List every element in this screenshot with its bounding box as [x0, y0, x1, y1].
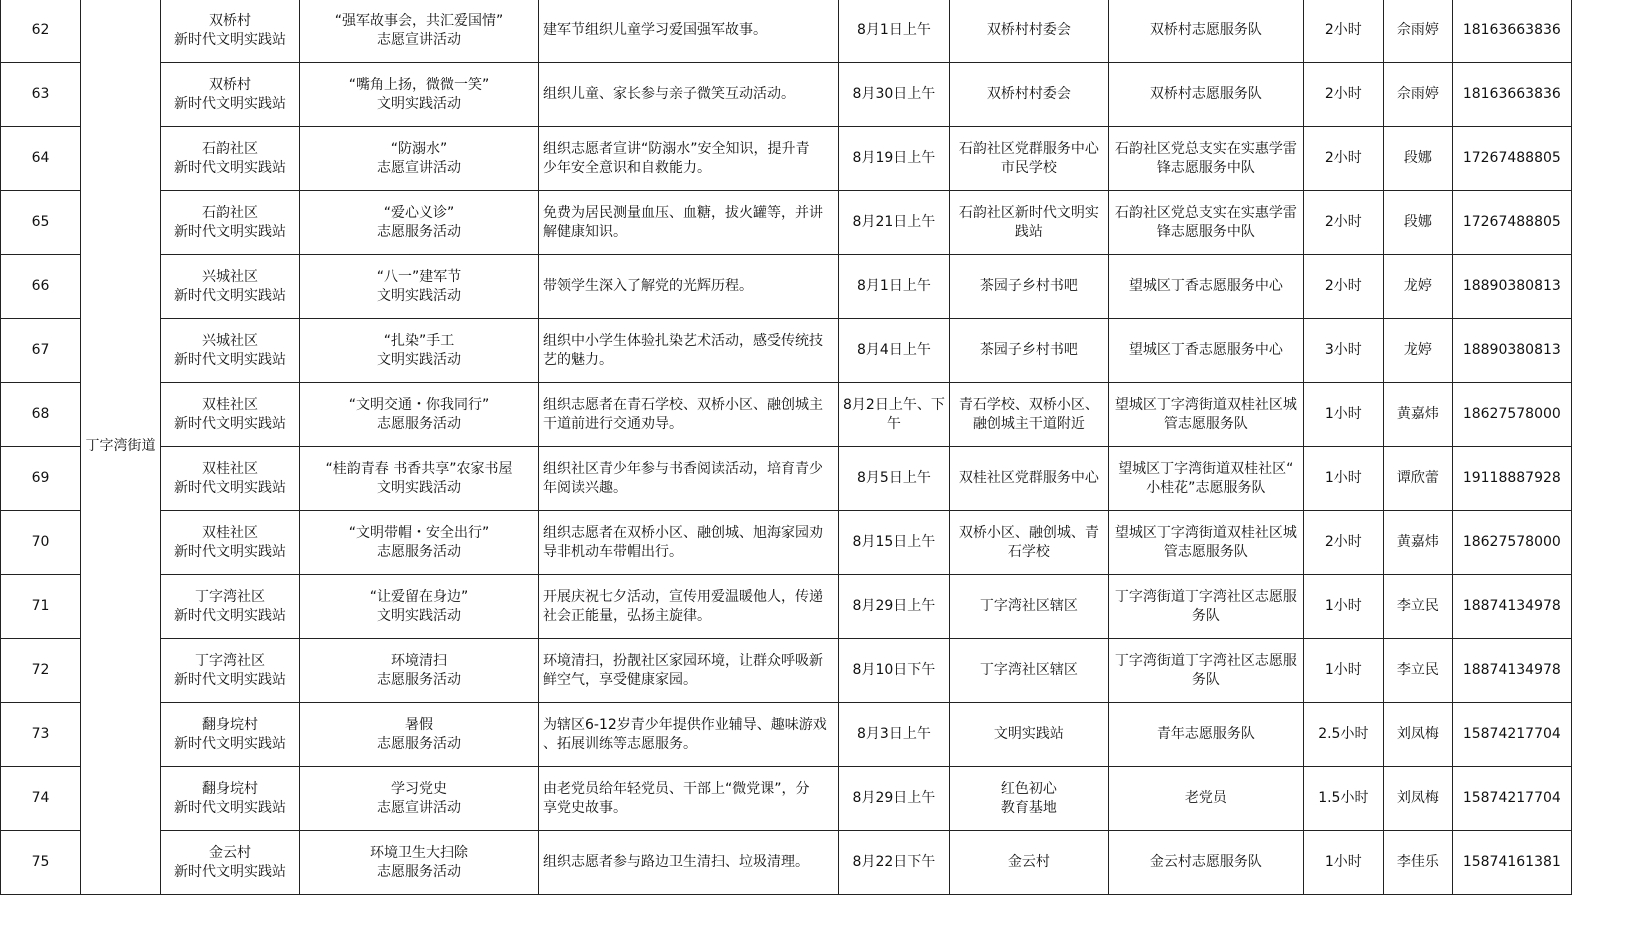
activity-place-line: 红色初心	[1000, 780, 1057, 797]
practice-station-cell	[161, 639, 300, 703]
activity-place-cell	[949, 831, 1108, 895]
duration-cell: 1小时	[1303, 575, 1383, 639]
activity-name-line: 文明实践活动	[377, 479, 461, 496]
contact-person-cell: 李立民	[1383, 575, 1452, 639]
row-number-cell: 66	[1, 255, 81, 319]
practice-station-line: 新时代文明实践站	[174, 159, 286, 176]
table-row	[1, 127, 1572, 191]
practice-station-line: 新时代文明实践站	[174, 671, 286, 688]
practice-station-line: 翻身垸村	[202, 716, 258, 733]
phone-number-cell: 17267488805	[1452, 127, 1571, 191]
volunteer-team-line: 望城区丁字湾街道双桂社区城	[1114, 524, 1297, 541]
activity-place-line: 丁字湾社区辖区	[979, 662, 1078, 678]
row-number-cell: 74	[1, 767, 81, 831]
activity-time-line: 8月10日下午	[852, 662, 936, 678]
activity-place-cell	[949, 383, 1108, 447]
phone-number-cell: 18163663836	[1452, 0, 1571, 63]
activity-content-cell	[539, 447, 839, 511]
practice-station-line: 双桥村	[209, 76, 251, 93]
activity-place-line: 石学校	[1007, 543, 1050, 560]
practice-station-line: 新时代文明实践站	[174, 223, 286, 240]
activity-name-line: “文明带帽・安全出行”	[348, 524, 490, 541]
duration-cell: 2小时	[1303, 511, 1383, 575]
practice-station-cell	[161, 0, 300, 63]
duration-cell: 2小时	[1303, 255, 1383, 319]
activity-time-line: 8月29日上午	[852, 790, 936, 806]
activity-content-line: 由老党员给年轻党员、干部上“微党课”，分	[543, 780, 810, 797]
contact-person-cell: 佘雨婷	[1383, 63, 1452, 127]
activity-place-cell	[949, 191, 1108, 255]
phone-number-cell: 15874217704	[1452, 703, 1571, 767]
practice-station-cell	[161, 831, 300, 895]
activity-time-line: 8月15日上午	[852, 534, 936, 550]
activity-name-cell	[300, 831, 539, 895]
activity-content-line: 环境清扫，扮靓社区家园环境，让群众呼吸新	[543, 652, 823, 669]
phone-number-cell: 18627578000	[1452, 383, 1571, 447]
activity-content-line: 免费为居民测量血压、血糖，拔火罐等，并讲	[543, 204, 823, 221]
activity-name-cell	[300, 447, 539, 511]
activity-time-line: 8月22日下午	[852, 854, 936, 870]
activity-time-cell	[839, 767, 950, 831]
volunteer-team-line: 管志愿服务队	[1163, 543, 1248, 560]
activity-time-cell	[839, 511, 950, 575]
activity-place-cell	[949, 127, 1108, 191]
street-cell: 丁字湾街道	[81, 0, 161, 895]
activity-time-line: 8月30日上午	[852, 86, 936, 102]
contact-person-cell: 谭欣蕾	[1383, 447, 1452, 511]
activity-name-line: 学习党史	[391, 780, 447, 797]
activity-time-cell	[839, 255, 950, 319]
volunteer-team-cell	[1108, 511, 1303, 575]
practice-station-line: 新时代文明实践站	[174, 31, 286, 48]
row-number-cell: 70	[1, 511, 81, 575]
activity-content-line: 组织志愿者宣讲“防溺水”安全知识，提升青	[543, 140, 810, 157]
practice-station-cell	[161, 703, 300, 767]
volunteer-team-line: 锋志愿服务中队	[1156, 223, 1255, 240]
activity-content-line: 带领学生深入了解党的光辉历程。	[543, 278, 753, 294]
table-row	[1, 447, 1572, 511]
row-number-cell: 71	[1, 575, 81, 639]
practice-station-cell	[161, 255, 300, 319]
volunteer-team-line: 管志愿服务队	[1163, 415, 1248, 432]
table-row	[1, 511, 1572, 575]
activity-place-cell	[949, 511, 1108, 575]
activity-time-line: 8月1日上午	[857, 278, 931, 294]
practice-station-cell	[161, 319, 300, 383]
practice-station-cell	[161, 63, 300, 127]
row-number-cell: 62	[1, 0, 81, 63]
activity-name-cell	[300, 63, 539, 127]
volunteer-team-line: 石韵社区党总支实在实惠学雷	[1114, 140, 1297, 157]
volunteer-team-line: 望城区丁字湾街道双桂社区“	[1118, 460, 1294, 477]
activity-place-line: 青石学校、双桥小区、	[958, 396, 1099, 413]
activity-time-cell	[839, 127, 950, 191]
practice-station-cell	[161, 511, 300, 575]
activity-name-line: 文明实践活动	[377, 607, 461, 624]
activity-name-line: “爱心义诊”	[383, 204, 455, 221]
contact-person-cell: 黄嘉炜	[1383, 511, 1452, 575]
activity-time-cell	[839, 191, 950, 255]
activity-content-line: 艺的魅力。	[543, 351, 613, 368]
activity-content-line: 少年安全意识和自救能力。	[543, 159, 711, 176]
practice-station-line: 双桥村	[209, 12, 251, 29]
activity-content-line: 建军节组织儿童学习爱国强军故事。	[543, 22, 767, 38]
activity-content-cell	[539, 127, 839, 191]
activity-name-line: 暑假	[405, 716, 433, 733]
phone-number-cell: 18890380813	[1452, 255, 1571, 319]
table-row	[1, 191, 1572, 255]
activity-time-line: 8月19日上午	[852, 150, 936, 166]
activity-content-line: 组织儿童、家长参与亲子微笑互动活动。	[543, 86, 795, 102]
activity-name-line: 志愿服务活动	[377, 223, 461, 240]
activity-content-line: 鲜空气，享受健康家园。	[543, 671, 697, 688]
activity-content-line: 干道前进行交通劝导。	[543, 415, 683, 432]
activity-content-cell	[539, 703, 839, 767]
activity-time-cell	[839, 0, 950, 63]
activity-name-line: “文明交通・你我同行”	[348, 396, 490, 413]
volunteer-team-line: 双桥村志愿服务队	[1149, 22, 1262, 38]
activity-name-line: 志愿宣讲活动	[377, 31, 461, 48]
volunteer-team-line: 青年志愿服务队	[1156, 726, 1255, 742]
activity-content-cell	[539, 639, 839, 703]
practice-station-line: 丁字湾社区	[195, 588, 265, 605]
activity-place-line: 践站	[1014, 223, 1043, 240]
table-row	[1, 639, 1572, 703]
practice-station-line: 新时代文明实践站	[174, 351, 286, 368]
activity-content-cell	[539, 255, 839, 319]
activity-name-line: 志愿服务活动	[377, 735, 461, 752]
activity-content-cell	[539, 319, 839, 383]
practice-station-line: 兴城社区	[202, 332, 258, 349]
practice-station-line: 石韵社区	[202, 204, 258, 221]
contact-person-cell: 龙婷	[1383, 255, 1452, 319]
row-number-cell: 75	[1, 831, 81, 895]
activity-place-line: 双桥村村委会	[986, 22, 1071, 38]
activity-name-line: “强军故事会，共汇爱国情”	[334, 12, 504, 29]
contact-person-cell: 黄嘉炜	[1383, 383, 1452, 447]
activity-time-line: 8月3日上午	[857, 726, 931, 742]
activity-name-line: 志愿服务活动	[377, 671, 461, 688]
volunteer-team-cell	[1108, 767, 1303, 831]
activity-place-line: 茶园子乡村书吧	[979, 342, 1078, 358]
activity-place-line: 石韵社区党群服务中心	[958, 140, 1099, 157]
practice-station-line: 双桂社区	[202, 396, 258, 413]
activity-content-line: 享党史故事。	[543, 799, 627, 816]
row-number-cell: 72	[1, 639, 81, 703]
duration-cell: 1小时	[1303, 447, 1383, 511]
phone-number-cell: 15874217704	[1452, 767, 1571, 831]
activity-content-cell	[539, 0, 839, 63]
practice-station-line: 新时代文明实践站	[174, 543, 286, 560]
activity-place-line: 石韵社区新时代文明实	[958, 204, 1099, 221]
activity-name-line: 环境卫生大扫除	[370, 844, 468, 861]
activity-name-line: 志愿宣讲活动	[377, 159, 461, 176]
practice-station-line: 新时代文明实践站	[174, 863, 286, 880]
activity-name-line: “八一”建军节	[376, 268, 462, 285]
activity-time-line: 8月2日上午、下	[843, 396, 945, 413]
activity-name-line: “让爱留在身边”	[369, 588, 469, 605]
table-row	[1, 255, 1572, 319]
activity-time-line: 8月1日上午	[857, 22, 931, 38]
activity-name-line: “防溺水”	[390, 140, 448, 157]
activity-time-cell	[839, 319, 950, 383]
duration-cell: 2小时	[1303, 191, 1383, 255]
table-row	[1, 575, 1572, 639]
activity-place-line: 丁字湾社区辖区	[979, 598, 1078, 614]
practice-station-line: 兴城社区	[202, 268, 258, 285]
activity-name-cell	[300, 767, 539, 831]
volunteer-team-cell	[1108, 831, 1303, 895]
practice-station-line: 金云村	[209, 844, 251, 861]
volunteer-team-line: 双桥村志愿服务队	[1149, 86, 1262, 102]
activity-content-cell	[539, 575, 839, 639]
activity-content-line: 、拓展训练等志愿服务。	[543, 735, 697, 752]
practice-station-cell	[161, 767, 300, 831]
practice-station-line: 丁字湾社区	[195, 652, 265, 669]
volunteer-team-line: 望城区丁香志愿服务中心	[1128, 342, 1283, 358]
activity-name-cell	[300, 191, 539, 255]
volunteer-team-cell	[1108, 127, 1303, 191]
activity-name-cell	[300, 703, 539, 767]
activity-name-cell	[300, 575, 539, 639]
activity-name-line: “嘴角上扬，微微一笑”	[348, 76, 490, 93]
activity-place-line: 融创城主干道附近	[972, 415, 1085, 432]
table-row	[1, 831, 1572, 895]
activity-content-cell	[539, 767, 839, 831]
practice-station-line: 新时代文明实践站	[174, 95, 286, 112]
activity-time-cell	[839, 831, 950, 895]
activity-content-line: 组织中小学生体验扎染艺术活动，感受传统技	[543, 332, 823, 349]
volunteer-team-line: 老党员	[1184, 790, 1227, 806]
activity-place-cell	[949, 0, 1108, 63]
activity-place-cell	[949, 767, 1108, 831]
row-number-cell: 67	[1, 319, 81, 383]
contact-person-cell: 段娜	[1383, 127, 1452, 191]
row-number-cell: 68	[1, 383, 81, 447]
volunteer-team-cell	[1108, 319, 1303, 383]
activity-name-line: “桂韵青春 书香共享”农家书屋	[325, 460, 513, 477]
practice-station-line: 新时代文明实践站	[174, 415, 286, 432]
volunteer-team-line: 务队	[1191, 607, 1220, 624]
duration-cell: 2小时	[1303, 127, 1383, 191]
row-number-cell: 73	[1, 703, 81, 767]
table-row	[1, 63, 1572, 127]
contact-person-cell: 佘雨婷	[1383, 0, 1452, 63]
phone-number-cell: 15874161381	[1452, 831, 1571, 895]
activity-content-line: 组织社区青少年参与书香阅读活动，培育青少	[543, 460, 823, 477]
volunteer-team-cell	[1108, 0, 1303, 63]
duration-cell: 1小时	[1303, 639, 1383, 703]
practice-station-line: 新时代文明实践站	[174, 479, 286, 496]
activity-name-cell	[300, 319, 539, 383]
activity-content-line: 开展庆祝七夕活动，宣传用爱温暖他人，传递	[543, 588, 823, 605]
phone-number-cell: 18890380813	[1452, 319, 1571, 383]
table-row	[1, 767, 1572, 831]
row-number-cell: 69	[1, 447, 81, 511]
activity-name-line: “扎染”手工	[383, 332, 455, 349]
volunteer-team-cell	[1108, 191, 1303, 255]
volunteer-team-cell	[1108, 703, 1303, 767]
contact-person-cell: 刘凤梅	[1383, 703, 1452, 767]
activity-time-cell	[839, 447, 950, 511]
practice-station-line: 新时代文明实践站	[174, 799, 286, 816]
practice-station-line: 新时代文明实践站	[174, 735, 286, 752]
row-number-cell: 64	[1, 127, 81, 191]
activity-place-cell	[949, 703, 1108, 767]
activity-content-line: 为辖区6-12岁青少年提供作业辅导、趣味游戏	[543, 716, 827, 733]
table-row	[1, 0, 1572, 63]
activity-name-cell	[300, 0, 539, 63]
activity-place-line: 市民学校	[1000, 159, 1057, 176]
activity-time-cell	[839, 383, 950, 447]
activity-time-cell	[839, 63, 950, 127]
phone-number-cell: 17267488805	[1452, 191, 1571, 255]
phone-number-cell: 18874134978	[1452, 575, 1571, 639]
practice-station-line: 石韵社区	[202, 140, 258, 157]
activity-name-line: 志愿宣讲活动	[377, 799, 461, 816]
activity-place-line: 双桥小区、融创城、青	[958, 524, 1099, 541]
activity-content-line: 导非机动车带帽出行。	[543, 543, 683, 560]
activity-content-line: 组织志愿者参与路边卫生清扫、垃圾清理。	[543, 854, 809, 870]
activity-content-line: 解健康知识。	[543, 223, 627, 240]
volunteer-team-line: 务队	[1191, 671, 1220, 688]
practice-station-line: 新时代文明实践站	[174, 287, 286, 304]
activity-name-line: 文明实践活动	[377, 95, 461, 112]
activity-name-line: 志愿服务活动	[377, 863, 461, 880]
activity-place-cell	[949, 255, 1108, 319]
activity-place-cell	[949, 447, 1108, 511]
phone-number-cell: 19118887928	[1452, 447, 1571, 511]
duration-cell: 1小时	[1303, 383, 1383, 447]
activity-content-cell	[539, 511, 839, 575]
phone-number-cell: 18163663836	[1452, 63, 1571, 127]
duration-cell: 2.5小时	[1303, 703, 1383, 767]
activity-name-line: 志愿服务活动	[377, 415, 461, 432]
volunteer-team-line: 金云村志愿服务队	[1149, 854, 1262, 870]
activity-content-line: 年阅读兴趣。	[543, 479, 627, 496]
volunteer-team-line: 望城区丁香志愿服务中心	[1128, 278, 1283, 294]
contact-person-cell: 李佳乐	[1383, 831, 1452, 895]
contact-person-cell: 李立民	[1383, 639, 1452, 703]
activity-name-cell	[300, 639, 539, 703]
duration-cell: 1小时	[1303, 831, 1383, 895]
activity-place-line: 双桂社区党群服务中心	[958, 470, 1099, 486]
practice-station-line: 双桂社区	[202, 524, 258, 541]
volunteer-team-line: 丁字湾街道丁字湾社区志愿服	[1114, 652, 1297, 669]
table-row	[1, 319, 1572, 383]
activity-time-line: 午	[886, 415, 901, 432]
activity-content-line: 组织志愿者在双桥小区、融创城、旭海家园劝	[543, 524, 823, 541]
volunteer-team-cell	[1108, 447, 1303, 511]
volunteer-team-line: 锋志愿服务中队	[1156, 159, 1255, 176]
activity-time-cell	[839, 703, 950, 767]
practice-station-line: 新时代文明实践站	[174, 607, 286, 624]
phone-number-cell: 18627578000	[1452, 511, 1571, 575]
duration-cell: 2小时	[1303, 63, 1383, 127]
phone-number-cell: 18874134978	[1452, 639, 1571, 703]
volunteer-team-line: 小桂花”志愿服务队	[1146, 479, 1266, 496]
activity-time-cell	[839, 575, 950, 639]
duration-cell: 2小时	[1303, 0, 1383, 63]
table-row	[1, 383, 1572, 447]
activity-place-cell	[949, 575, 1108, 639]
volunteer-team-cell	[1108, 575, 1303, 639]
duration-cell: 3小时	[1303, 319, 1383, 383]
activity-time-cell	[839, 639, 950, 703]
activity-name-line: 环境清扫	[391, 652, 447, 669]
activity-place-line: 教育基地	[1000, 799, 1057, 816]
activity-content-cell	[539, 191, 839, 255]
activity-content-line: 组织志愿者在青石学校、双桥小区、融创城主	[543, 396, 823, 413]
activity-name-cell	[300, 511, 539, 575]
practice-station-line: 双桂社区	[202, 460, 258, 477]
activity-place-line: 双桥村村委会	[986, 86, 1071, 102]
volunteer-team-line: 石韵社区党总支实在实惠学雷	[1114, 204, 1297, 221]
duration-cell: 1.5小时	[1303, 767, 1383, 831]
activity-name-line: 文明实践活动	[377, 351, 461, 368]
contact-person-cell: 龙婷	[1383, 319, 1452, 383]
activity-place-cell	[949, 319, 1108, 383]
volunteer-team-cell	[1108, 639, 1303, 703]
activity-name-cell	[300, 255, 539, 319]
table-row	[1, 703, 1572, 767]
volunteer-team-cell	[1108, 63, 1303, 127]
row-number-cell: 63	[1, 63, 81, 127]
activity-name-cell	[300, 383, 539, 447]
activity-name-cell	[300, 127, 539, 191]
volunteer-team-cell	[1108, 383, 1303, 447]
row-number-cell: 65	[1, 191, 81, 255]
practice-station-cell	[161, 575, 300, 639]
activity-time-line: 8月21日上午	[852, 214, 936, 230]
practice-station-cell	[161, 127, 300, 191]
activity-time-line: 8月5日上午	[857, 470, 931, 486]
activity-place-cell	[949, 639, 1108, 703]
contact-person-cell: 刘凤梅	[1383, 767, 1452, 831]
practice-station-cell	[161, 383, 300, 447]
volunteer-team-cell	[1108, 255, 1303, 319]
practice-station-line: 翻身垸村	[202, 780, 258, 797]
activity-place-line: 金云村	[1007, 854, 1050, 870]
activity-content-cell	[539, 831, 839, 895]
practice-station-cell	[161, 447, 300, 511]
volunteer-team-line: 望城区丁字湾街道双桂社区城	[1114, 396, 1297, 413]
activity-time-line: 8月4日上午	[857, 342, 931, 358]
activity-content-cell	[539, 63, 839, 127]
activity-content-cell	[539, 383, 839, 447]
activity-name-line: 志愿服务活动	[377, 543, 461, 560]
volunteer-team-line: 丁字湾街道丁字湾社区志愿服	[1114, 588, 1297, 605]
activity-name-line: 文明实践活动	[377, 287, 461, 304]
activity-place-line: 茶园子乡村书吧	[979, 278, 1078, 294]
practice-station-cell	[161, 191, 300, 255]
activity-place-line: 文明实践站	[993, 726, 1064, 742]
activity-time-line: 8月29日上午	[852, 598, 936, 614]
activity-content-line: 社会正能量，弘扬主旋律。	[543, 607, 711, 624]
contact-person-cell: 段娜	[1383, 191, 1452, 255]
activity-place-cell	[949, 63, 1108, 127]
